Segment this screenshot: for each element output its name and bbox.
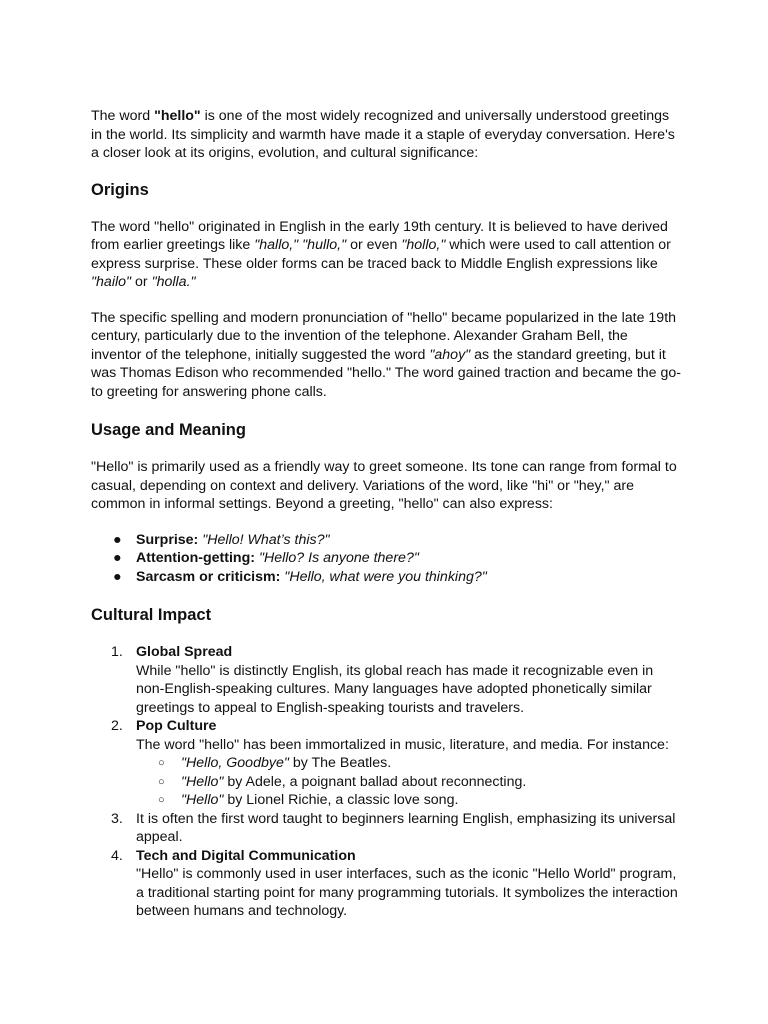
list-item: ● Attention-getting: "Hello? Is anyone there?" (113, 550, 419, 566)
list-item: ○ "Hello" by Lionel Richie, a classic love song. (158, 792, 459, 808)
circle-bullet-icon: ○ (158, 757, 165, 769)
heading-usage: Usage and Meaning (91, 421, 246, 439)
list-item: 3. It is often the first word taught to beginners learning English, emphasizing its universal appeal. (111, 810, 676, 845)
item-title: Global Spread (136, 644, 233, 660)
origins-paragraph-2: The specific spelling and modern pronunciation of "hello" became popularized in the late 19th century, particularly due to the invention of the telephone. Alexander Graham Bell, the inventor of the telephone, initially suggested the word "ahoy" as the standard greeting, but it was Thomas Edison who recommended "hello." The word gained traction and became the go-to greeting for answering phone calls. (91, 309, 681, 400)
bullet-icon: ● (113, 531, 122, 548)
list-item: 2. Pop Culture The word "hello" has been immortalized in music, literature, and media. For instance: ○ "Hello, Goodbye" by The Beatles. ○ "Hello" by Adele, a poignant ballad about reconnecting. ○ "Hello" by Lionel Richie, a classic love song. (91, 717, 681, 810)
list-number: 2. (111, 718, 123, 734)
list-item: ○ "Hello" by Adele, a poignant ballad about reconnecting. (158, 773, 527, 790)
origins-paragraph-1: The word "hello" originated in English in the early 19th century. It is believed to have derived from earlier greetings like "hallo," "hullo," or even "hollo," which were used to call attention or express surprise. These older forms can be traced back to Middle English expressions like "hailo" or "holla." (91, 218, 671, 290)
list-item: ● Sarcasm or criticism: "Hello, what were you thinking?" (113, 568, 487, 585)
list-item: 1. Global Spread While "hello" is distinctly English, its global reach has made it recognizable even in non-English-speaking cultures. Many languages have adopted phonetically similar greetings to appeal to English-speaking tourists and travelers. (111, 644, 654, 716)
item-title: Tech and Digital Communication (136, 847, 356, 864)
list-item: ● Surprise: "Hello! What’s this?" (113, 531, 330, 548)
circle-bullet-icon: ○ (158, 775, 165, 788)
list-number: 1. (111, 644, 123, 660)
list-number: 4. (111, 847, 123, 864)
circle-bullet-icon: ○ (158, 794, 165, 806)
list-number: 3. (111, 810, 123, 827)
heading-origins: Origins (91, 180, 149, 199)
intro-paragraph: The word "hello" is one of the most widely recognized and universally understood greetings in the world. Its simplicity and warmth have made it a staple of everyday conversation. Here's a closer look at its origins, evolution, and cultural significance: (91, 108, 675, 161)
bullet-icon: ● (113, 568, 122, 585)
pop-culture-sublist (136, 754, 681, 810)
bullet-icon: ● (113, 550, 122, 566)
intro-bold-word: "hello" (154, 108, 201, 124)
list-item: 4. Tech and Digital Communication "Hello" is commonly used in user interfaces, such as the iconic "Hello World" program, a traditional starting point for many programming tutorials. It symbolizes the interaction between humans and technology. (111, 847, 678, 919)
cultural-numbered-list (91, 643, 681, 921)
item-title: Pop Culture (136, 718, 217, 734)
usage-bullet-list (91, 531, 681, 587)
document-body (91, 107, 681, 921)
usage-paragraph: "Hello" is primarily used as a friendly way to greet someone. Its tone can range from formal to casual, depending on context and delivery. Variations of the word, like "hi" or "hey," are common in informal settings. Beyond a greeting, "hello" can also express: (91, 459, 677, 512)
list-item: ○ "Hello, Goodbye" by The Beatles. (158, 755, 392, 771)
heading-cultural-impact: Cultural Impact (91, 606, 212, 624)
